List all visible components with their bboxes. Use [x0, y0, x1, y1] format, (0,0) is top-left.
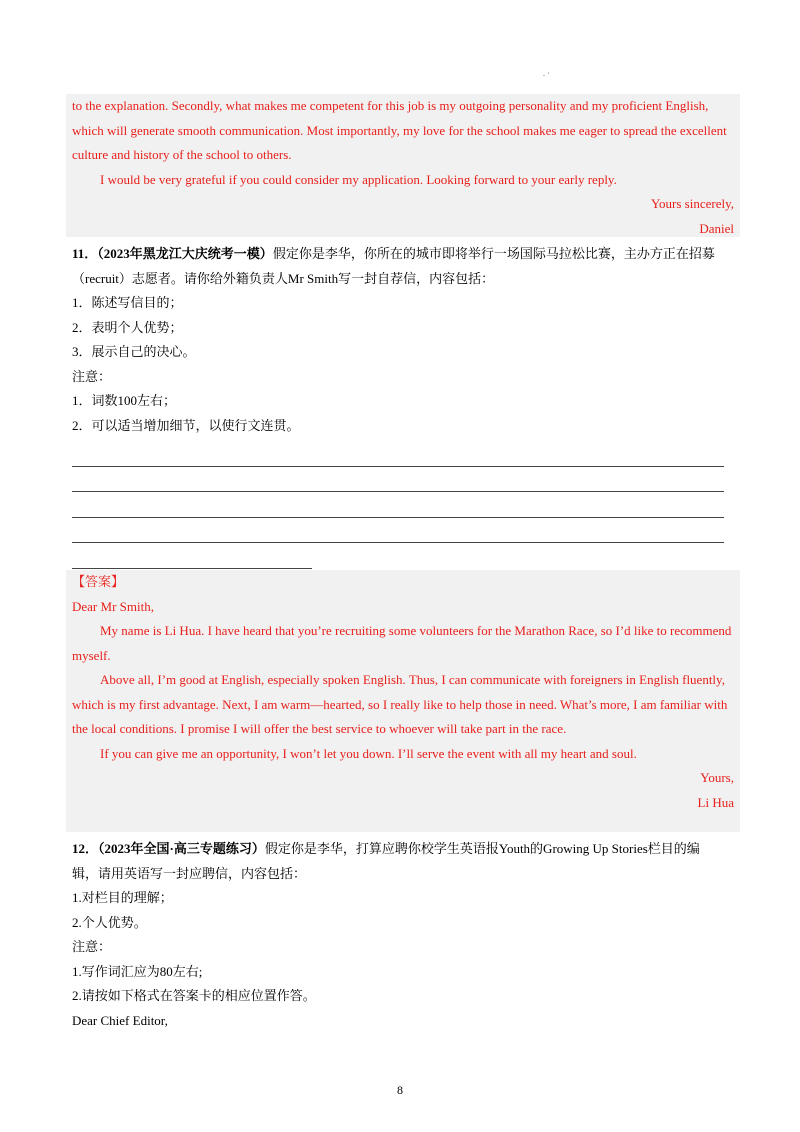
question-number: 12． — [72, 841, 99, 856]
answer-paragraph: I would be very grateful if you could consider my application. Looking forward to your early reply. — [100, 171, 617, 187]
answer-label: 【答案】 — [72, 574, 125, 589]
answer-signature: Daniel — [699, 220, 734, 236]
answer-paragraph: to the explanation. Secondly, what makes me competent for this job is my outgoing personality and my proficient English, which will generate smooth communication. Most importantly, my love for the school makes me eager to spread the excellent culture and history of the school to others. — [72, 98, 727, 162]
answer-11-box — [66, 570, 740, 832]
requirement-item: 3．展示自己的决心。 — [72, 344, 196, 359]
answer-paragraph: My name is Li Hua. I have heard that you’re recruiting some volunteers for the Marathon Race, so I’d like to recommend myself. — [72, 623, 732, 663]
question-text: 假定你是李华，打算应聘你校学生英语报Youth的Growing Up Stories栏目的编辑，请用英语写一封应聘信，内容包括： — [72, 841, 700, 881]
requirement-item: 2.个人优势。 — [72, 914, 147, 930]
question-11-prompt — [72, 242, 724, 291]
writing-line[interactable] — [72, 441, 724, 467]
page-number: 8 — [397, 1083, 403, 1097]
previous-answer-box — [66, 94, 740, 237]
note-item: 2．可以适当增加细节，以使行文连贯。 — [72, 417, 300, 433]
question-12 — [72, 837, 724, 1033]
answer-paragraph: If you can give me an opportunity, I won’t let you down. I’ll serve the event with all my heart and soul. — [100, 745, 637, 761]
writing-line[interactable] — [72, 518, 724, 544]
answer-signature: Li Hua — [697, 794, 734, 810]
requirement-item: 1.对栏目的理解； — [72, 890, 173, 905]
answer-closing: Yours sincerely, — [650, 196, 734, 211]
header-marks: . · — [543, 69, 550, 78]
question-source: （2023年黑龙江大庆统考一模） — [97, 246, 273, 261]
writing-line[interactable] — [72, 492, 724, 518]
letter-greeting: Dear Chief Editor, — [72, 1012, 168, 1028]
answer-greeting: Dear Mr Smith, — [72, 598, 154, 614]
requirement-item: 1．陈述写信目的； — [72, 295, 183, 310]
writing-line[interactable] — [72, 467, 724, 493]
note-item: 1.写作词汇应为80左右; — [72, 963, 203, 979]
answer-closing: Yours, — [700, 770, 734, 785]
writing-line[interactable] — [72, 543, 312, 569]
notes-label: 注意： — [72, 939, 112, 954]
question-number: 11． — [72, 246, 98, 261]
question-12-prompt — [72, 837, 724, 886]
requirement-item: 2．表明个人优势； — [72, 319, 183, 335]
note-item: 1．词数100左右； — [72, 393, 177, 408]
writing-area[interactable] — [72, 441, 724, 569]
question-source: （2023年全国·高三专题练习） — [98, 841, 265, 856]
notes-label: 注意： — [72, 368, 112, 384]
question-11 — [72, 242, 724, 438]
question-text: 假定你是李华，你所在的城市即将举行一场国际马拉松比赛，主办方正在招募（recruit）志愿者。请你给外籍负责人Mr Smith写一封自荐信，内容包括： — [72, 246, 715, 286]
note-item: 2.请按如下格式在答案卡的相应位置作答。 — [72, 988, 316, 1003]
answer-paragraph: Above all, I’m good at English, especially spoken English. Thus, I can communicate with foreigners in English fluently, which is my first advantage. Next, I am warm—hearted, so I really like to help those in need. What’s more, I am familiar with the local conditions. I promise I will offer the best service to whoever will take part in the race. — [72, 672, 728, 736]
